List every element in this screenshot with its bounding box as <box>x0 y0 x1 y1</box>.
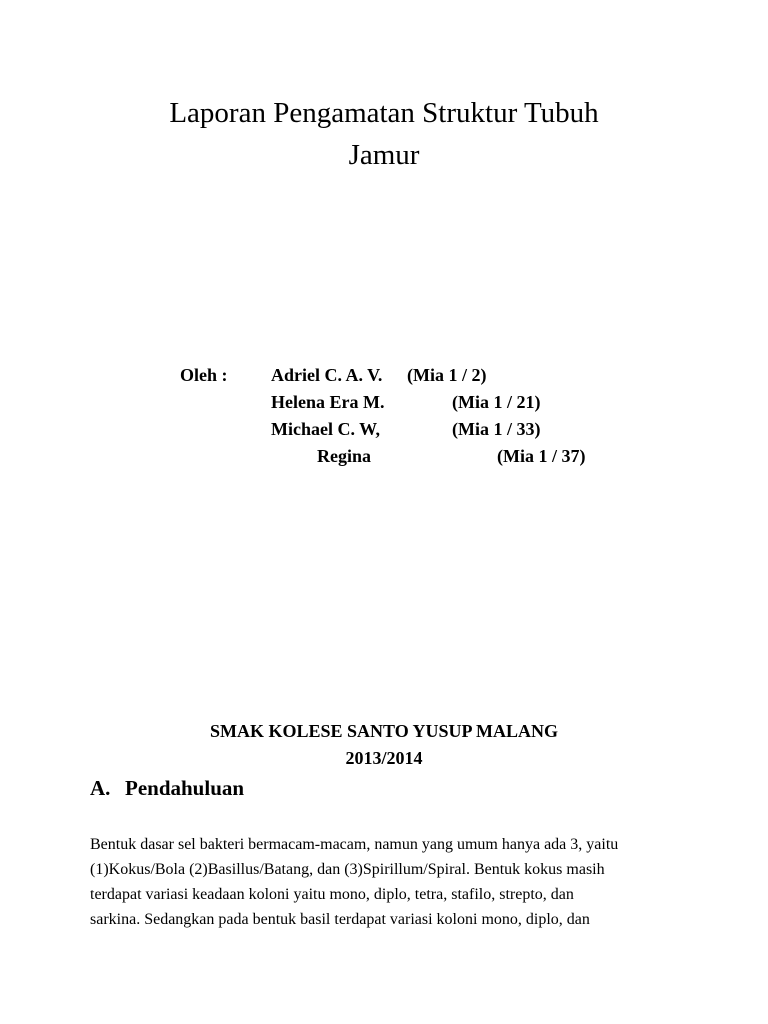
report-title-line-1: Laporan Pengamatan Struktur Tubuh <box>169 97 599 129</box>
report-title-line-2: Jamur <box>348 139 420 171</box>
paragraph-line: Bentuk dasar sel bakteri bermacam-macam, namun yang umum hanya ada 3, yaitu <box>90 836 619 853</box>
author-class: (Mia 1 / 21) <box>452 392 541 412</box>
author-label: Oleh : <box>180 365 228 385</box>
section-heading <box>90 773 244 803</box>
author-class: (Mia 1 / 2) <box>407 365 487 385</box>
author-name: Michael C. W, <box>271 419 381 439</box>
paragraph-line: (1)Kokus/Bola (2)Basillus/Batang, dan (3)Spirillum/Spiral. Bentuk kokus masih <box>90 861 605 878</box>
report-title <box>0 92 768 176</box>
author-list <box>0 362 768 482</box>
author-name: Adriel C. A. V. <box>271 365 383 385</box>
author-class: (Mia 1 / 33) <box>452 419 541 439</box>
paragraph-line: sarkina. Sedangkan pada bentuk basil terdapat variasi koloni mono, diplo, dan <box>90 911 590 928</box>
institution-block <box>0 718 768 772</box>
section-number: A. <box>90 776 111 800</box>
author-class: (Mia 1 / 37) <box>497 446 586 466</box>
paragraph-line: terdapat variasi keadaan koloni yaitu mono, diplo, tetra, stafilo, strepto, dan <box>90 886 574 903</box>
author-name: Regina <box>317 446 371 466</box>
intro-paragraph <box>90 832 690 932</box>
institution-name: SMAK KOLESE SANTO YUSUP MALANG <box>209 721 559 741</box>
section-title: Pendahuluan <box>125 776 245 800</box>
author-name: Helena Era M. <box>271 392 385 412</box>
academic-year: 2013/2014 <box>345 748 423 768</box>
